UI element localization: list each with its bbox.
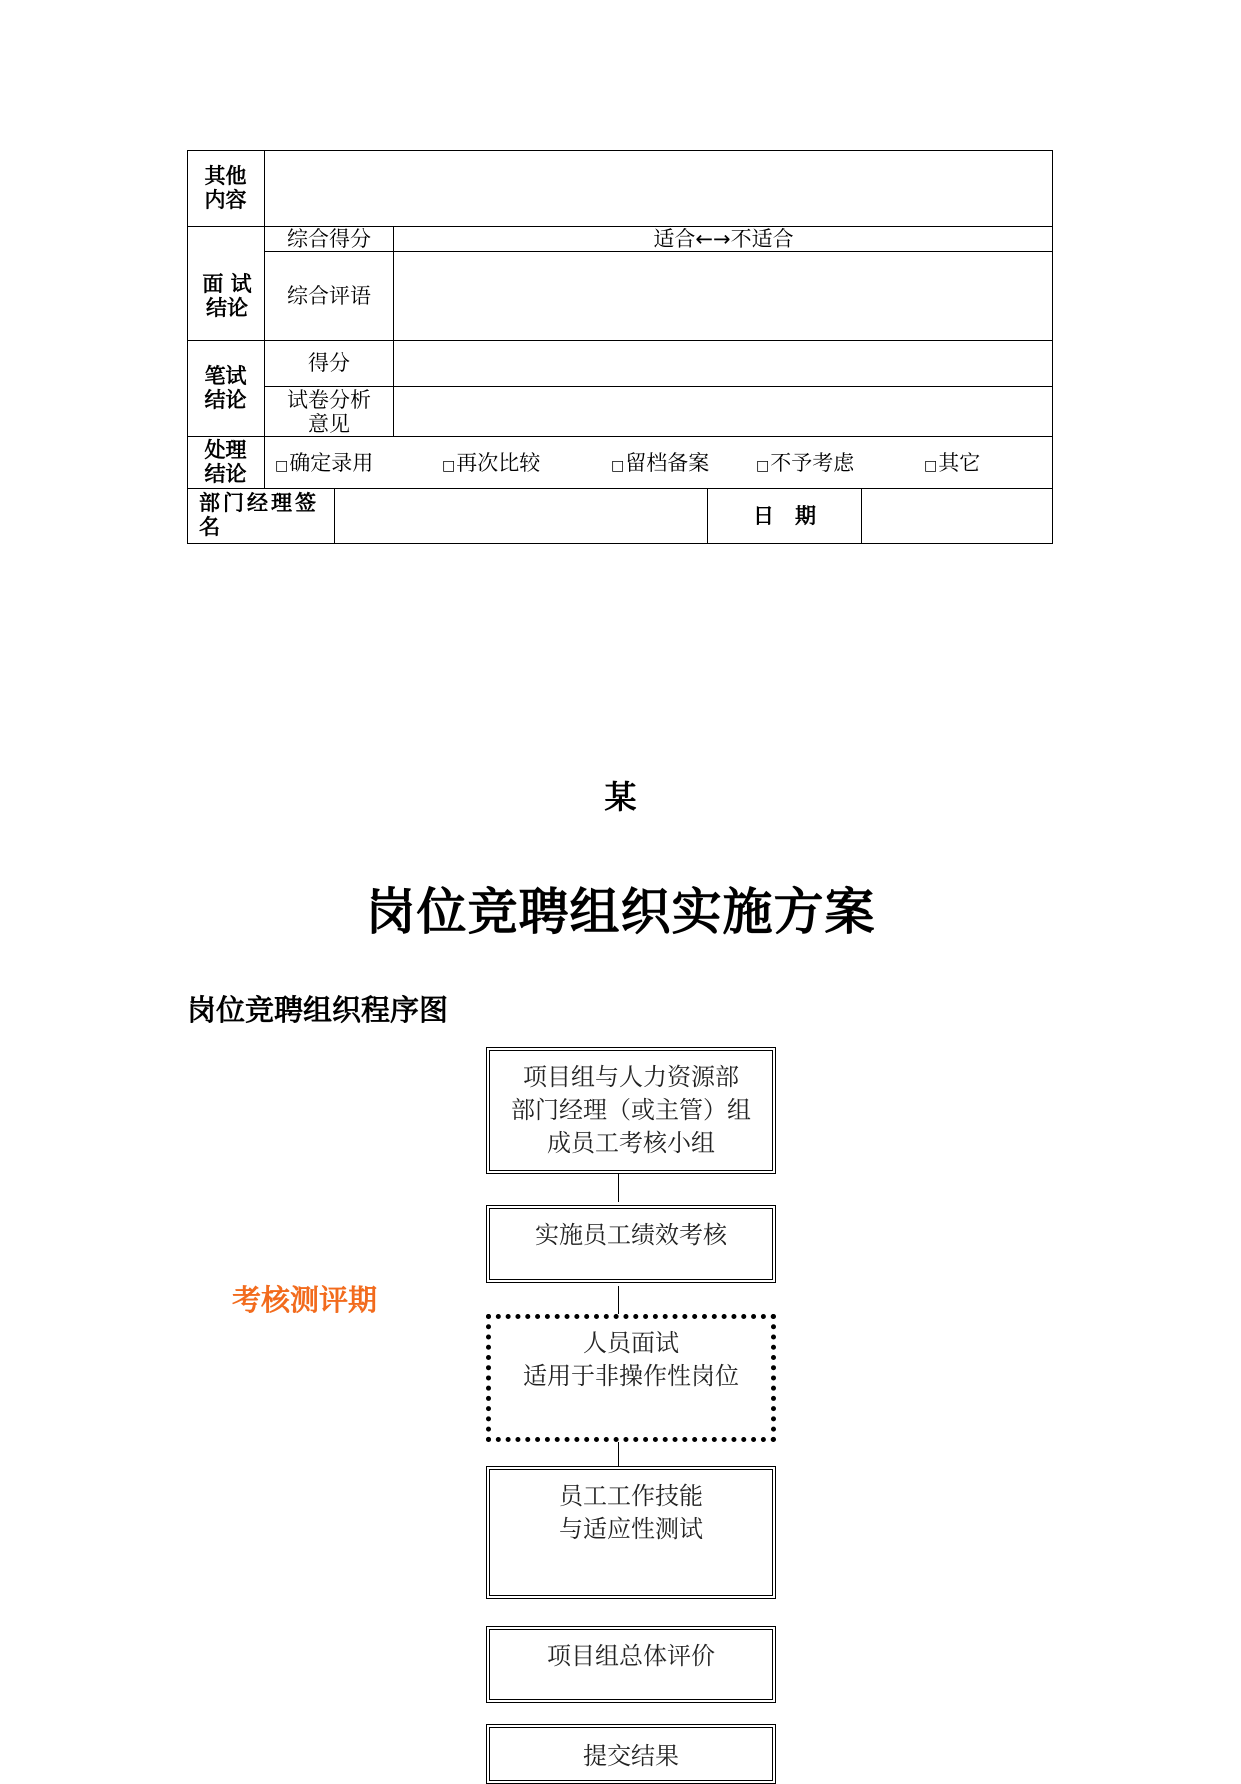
written-score-label: 得分: [308, 351, 350, 375]
flow-step-overall-evaluation: 项目组总体评价: [486, 1626, 776, 1703]
checkbox-icon[interactable]: □: [756, 458, 770, 474]
other-content-field[interactable]: [265, 151, 1052, 226]
handling-conclusion-label: 处理 结论: [204, 438, 247, 486]
flow-step-submit-result: 提交结果: [486, 1724, 776, 1784]
other-content-label: 其他 内容: [204, 164, 247, 212]
phase-label: 考核测评期: [232, 1283, 378, 1317]
option-confirm-hire[interactable]: □确定录用: [275, 451, 374, 475]
option-other[interactable]: □其它: [924, 451, 981, 475]
section-title: 岗位竞聘组织程序图: [187, 993, 449, 1027]
flow-connector: [618, 1174, 619, 1202]
interview-score-label: 综合得分: [287, 227, 371, 251]
checkbox-icon[interactable]: □: [924, 458, 938, 474]
option-compare-again[interactable]: □再次比较: [442, 451, 541, 475]
date-label: 日 期: [753, 504, 816, 528]
interview-comment-field[interactable]: [394, 252, 1052, 340]
interview-comment-label: 综合评语: [287, 284, 371, 308]
suitability-scale[interactable]: 适合←→不适合: [653, 227, 794, 251]
checkbox-icon[interactable]: □: [442, 458, 456, 474]
doc-title-prefix: 某: [604, 778, 637, 816]
flow-connector: [618, 1442, 619, 1466]
flow-step-interview: 人员面试 适用于非操作性岗位: [486, 1314, 776, 1442]
exam-analysis-label: 试卷分析 意见: [287, 388, 371, 436]
flow-step-skill-test: 员工工作技能 与适应性测试: [486, 1466, 776, 1599]
option-reject[interactable]: □不予考虑: [756, 451, 855, 475]
written-score-field[interactable]: [394, 341, 1052, 386]
checkbox-icon[interactable]: □: [275, 458, 289, 474]
date-field[interactable]: [862, 489, 1052, 544]
manager-signature-label: 部门经理签 名: [199, 491, 319, 539]
checkbox-icon[interactable]: □: [611, 458, 625, 474]
interview-conclusion-label: 面 试 结论: [202, 272, 252, 320]
flow-step-performance-review: 实施员工绩效考核: [486, 1205, 776, 1283]
flow-connector: [618, 1286, 619, 1314]
flow-step-form-committee: 项目组与人力资源部 部门经理（或主管）组 成员工考核小组: [486, 1047, 776, 1174]
option-archive[interactable]: □留档备案: [611, 451, 710, 475]
written-conclusion-label: 笔试 结论: [204, 364, 247, 412]
manager-signature-field[interactable]: [335, 489, 707, 544]
exam-analysis-field[interactable]: [394, 387, 1052, 436]
doc-title: 岗位竞聘组织实施方案: [365, 883, 876, 941]
